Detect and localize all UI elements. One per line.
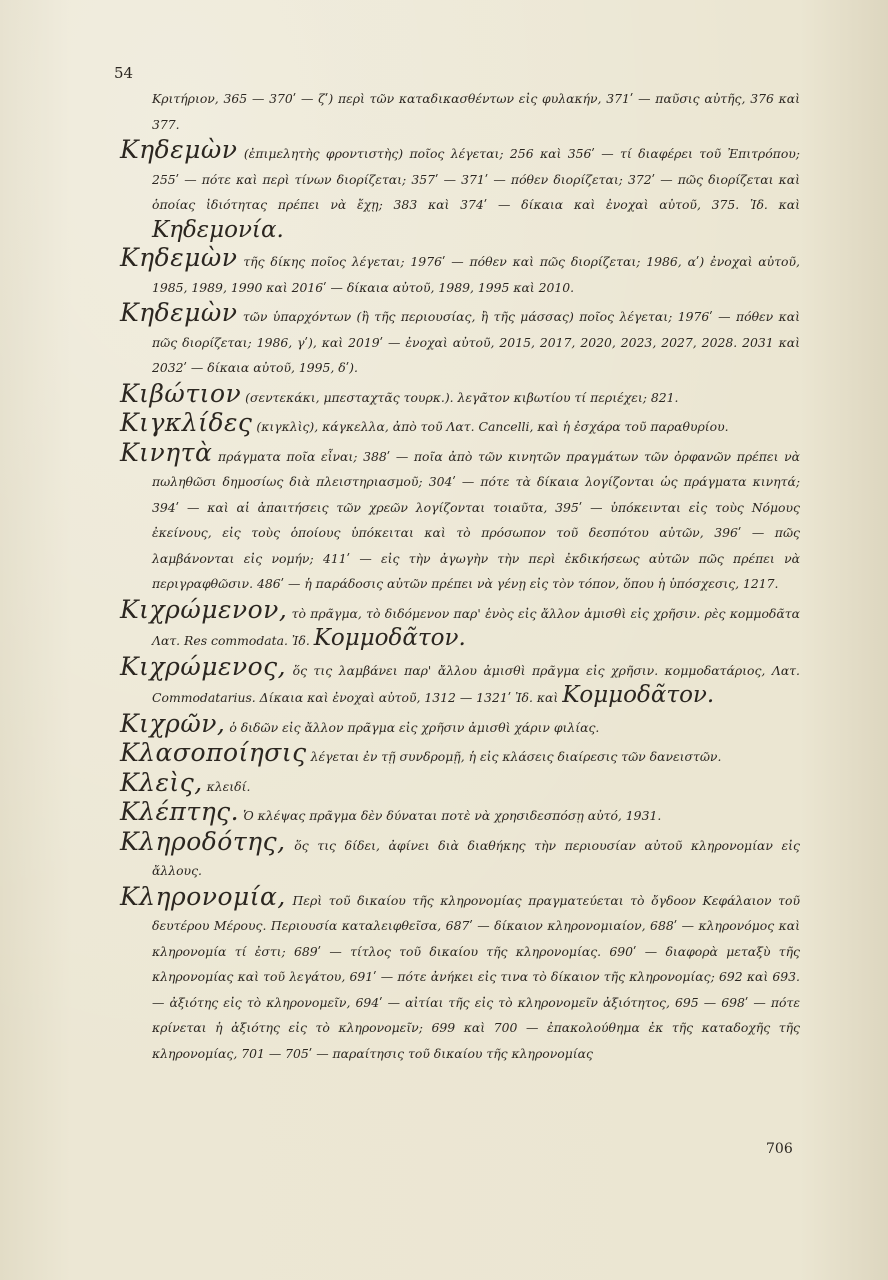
entry-text: κλειδί. [206, 778, 251, 794]
entry-text: ὅς τις δίδει, ἀφίνει διὰ διαθήκης τὴν περιουσίαν αὐτοῦ κληρονομίαν εἰς ἄλλους. [152, 837, 800, 878]
index-entry [120, 594, 800, 654]
entry-headword: Κλασοποίησις [120, 738, 307, 767]
entry-headword: Κληροδότης, [120, 826, 286, 856]
entry-text: Ὁ κλέψας πρᾶγμα δὲν δύναται ποτὲ νὰ χρησιδεσπόσῃ αὐτό, 1931. [243, 808, 662, 823]
index-entry [120, 708, 800, 741]
entry-cross-reference: Κομμοδᾶτον. [562, 682, 715, 708]
index-entry [120, 437, 800, 597]
index-entry [120, 881, 800, 1067]
entry-text: (ἐπιμελητὴς φροντιστὴς) ποῖος λέγεται; 256 καὶ 356ʹ — τί διαφέρει τοῦ Ἐπιτρόπου; 255ʹ — πότε καὶ περὶ τίνων διορίζεται; 357ʹ — 371ʹ — πόθεν διορίζεται; 372ʹ — πῶς διορίζεται καὶ ὁποίας ἰδιότητας πρέπει νὰ ἔχῃ; 383 καὶ 374ʹ — δίκαια καὶ ἐνοχαὶ αὐτοῦ, 375. Ἰδ. καὶ [152, 146, 800, 212]
entry-headword: Κιχρῶν, [120, 708, 226, 738]
entry-text: λέγεται ἐν τῇ συνδρομῇ, ἡ εἰς κλάσεις διαίρεσις τῶν δανειστῶν. [310, 749, 722, 764]
index-entry [120, 410, 800, 440]
entry-headword: Κηδεμὼν [120, 298, 238, 327]
entry-text: πράγματα ποῖα εἶναι; 388ʹ — ποῖα ἀπὸ τῶν κινητῶν πραγμάτων τῶν ὀρφανῶν πρέπει νὰ πωληθῶσι δημοσίως διὰ πλειστηριασμοῦ; 304ʹ — πότε τὰ δίκαια λογίζονται ὡς πράγματα κινητά; 394ʹ — καὶ αἱ ἀπαιτήσεις τῶν χρεῶν λογίζονται τοιαῦτα, 395ʹ — ὑπόκεινται εἰς τοὺς Νόμους ἐκείνους, εἰς τοὺς ὁποίους ὑπόκειται καὶ τὸ πρόσωπον τοῦ δεσπότου αὐτῶν, 396ʹ — πῶς λαμβάνονται εἰς νομήν; 411ʹ — εἰς τὴν ἀγωγὴν τὴν περὶ ἐκδικήσεως αὐτῶν πῶς πρέπει νὰ περιγραφθῶσιν. 486ʹ — ἡ παράδοσις αὐτῶν πρέπει νὰ γένῃ εἰς τὸν τόπον, ὅπου ἡ ὑπόσχεσις, 1217. [152, 448, 800, 591]
entry-headword: Κιχρώμενος, [120, 651, 287, 681]
page-number: 54 [114, 64, 134, 82]
index-entry [120, 799, 800, 829]
index-entry [120, 137, 800, 245]
index-entry [120, 767, 800, 800]
index-entry [120, 826, 800, 884]
index-entry [120, 740, 800, 770]
entry-text: Περὶ τοῦ δικαίου τῆς κληρονομίας πραγματεύεται τὸ ὄγδοον Κεφάλαιον τοῦ δευτέρου Μέρους. Περιουσία καταλειφθεῖσα, 687ʹ — δίκαιον κληρονομιαίον, 688ʹ — κληρονόμος καὶ κληρονομία τί ἐστι; 689ʹ — τίτλος τοῦ δικαίου τῆς κληρονομίας. 690ʹ — διαφορὰ μεταξὺ τῆς κληρονομίας καὶ τοῦ λεγάτου, 691ʹ — πότε ἀνήκει εἰς τινα τὸ δίκαιον τῆς κληρονομίας; 692 καὶ 693. — ἀξιότης εἰς τὸ κληρονομεῖν, 694ʹ — αἰτίαι τῆς εἰς τὸ κληρονομεῖν ἀξιότητος, 695 — 698ʹ — πότε κρίνεται ἡ ἀξιότης εἰς τὸ κληρονομεῖν; 699 καὶ 700 — ἐπακολούθημα ἐκ τῆς καταδοχῆς τῆς κληρονομίας, 701 — 705ʹ — παραίτησις τοῦ δικαίου τῆς κληρονομίας [152, 892, 800, 1061]
entry-headword: Κιχρώμενον, [120, 594, 288, 624]
index-entry [120, 245, 800, 300]
entry-cross-reference: Κομμοδᾶτον. [313, 625, 466, 651]
catchword: 706 [766, 1141, 793, 1157]
index-text [120, 86, 800, 1066]
entry-text: (κιγκλὶς), κάγκελλα, ἀπὸ τοῦ Λατ. Cancelli, καὶ ἡ ἐσχάρα τοῦ παραθυρίου. [256, 419, 729, 434]
entry-headword: Κιγκλίδες [120, 408, 253, 437]
entry-text: ὁ διδῶν εἰς ἄλλον πρᾶγμα εἰς χρῆσιν ἀμισθὶ χάριν φιλίας. [229, 719, 600, 735]
entry-text: τῶν ὑπαρχόντων (ἢ τῆς περιουσίας, ἢ τῆς μάσσας) ποῖος λέγεται; 1976ʹ — πόθεν καὶ πῶς διορίζεται; 1986, γʹ), καὶ 2019ʹ — ἐνοχαὶ αὐτοῦ, 2015, 2017, 2020, 2023, 2027, 2028. 2031 καὶ 2032ʹ — δίκαια αὐτοῦ, 1995, δʹ). [152, 309, 800, 375]
index-entry [120, 300, 800, 381]
entry-headword: Κλεὶς, [120, 767, 203, 797]
entry-headword: Κηδεμὼν [120, 243, 238, 272]
entry-headword: Κληρονομία, [120, 881, 286, 911]
entry-text: ὅς τις λαμβάνει παρ' ἄλλου ἀμισθὶ πρᾶγμα εἰς χρῆσιν. κομμοδατάριος, Λατ. Commodatarius. Δίκαια καὶ ἐνοχαὶ αὐτοῦ, 1312 — 1321ʹ Ἰδ. καὶ [152, 662, 800, 705]
index-entry [120, 86, 800, 137]
entry-text: Κριτήριον, 365 — 370ʹ — ζʹ) περὶ τῶν καταδικασθέντων εἰς φυλακήν, 371ʹ — παῦσις αὐτῆς, 376 καὶ 377. [152, 91, 800, 132]
entry-text: τῆς δίκης ποῖος λέγεται; 1976ʹ — πόθεν καὶ πῶς διορίζεται; 1986, αʹ) ἐνοχαὶ αὐτοῦ, 1985, 1989, 1990 καὶ 2016ʹ — δίκαια αὐτοῦ, 1989, 1995 καὶ 2010. [152, 254, 800, 295]
entry-cross-reference: Κηδεμονία. [152, 216, 284, 243]
index-entry [120, 651, 800, 711]
index-entry [120, 378, 800, 411]
entry-headword: Κινητὰ [120, 437, 213, 467]
entry-headword: Κιβώτιον [120, 378, 242, 408]
entry-text: (σεντεκάκι, μπεσταχτᾶς τουρκ.). λεγᾶτον κιβωτίου τί περιέχει; 821. [245, 389, 679, 405]
entry-headword: Κλέπτης. [120, 797, 240, 826]
entry-text: τὸ πρᾶγμα, τὸ διδόμενον παρ' ἑνὸς εἰς ἄλλον ἀμισθὶ εἰς χρῆσιν. ρὲς κομμοδᾶτα Λατ. Res commodata. Ἰδ. [152, 605, 800, 648]
entry-headword: Κηδεμὼν [120, 135, 238, 164]
